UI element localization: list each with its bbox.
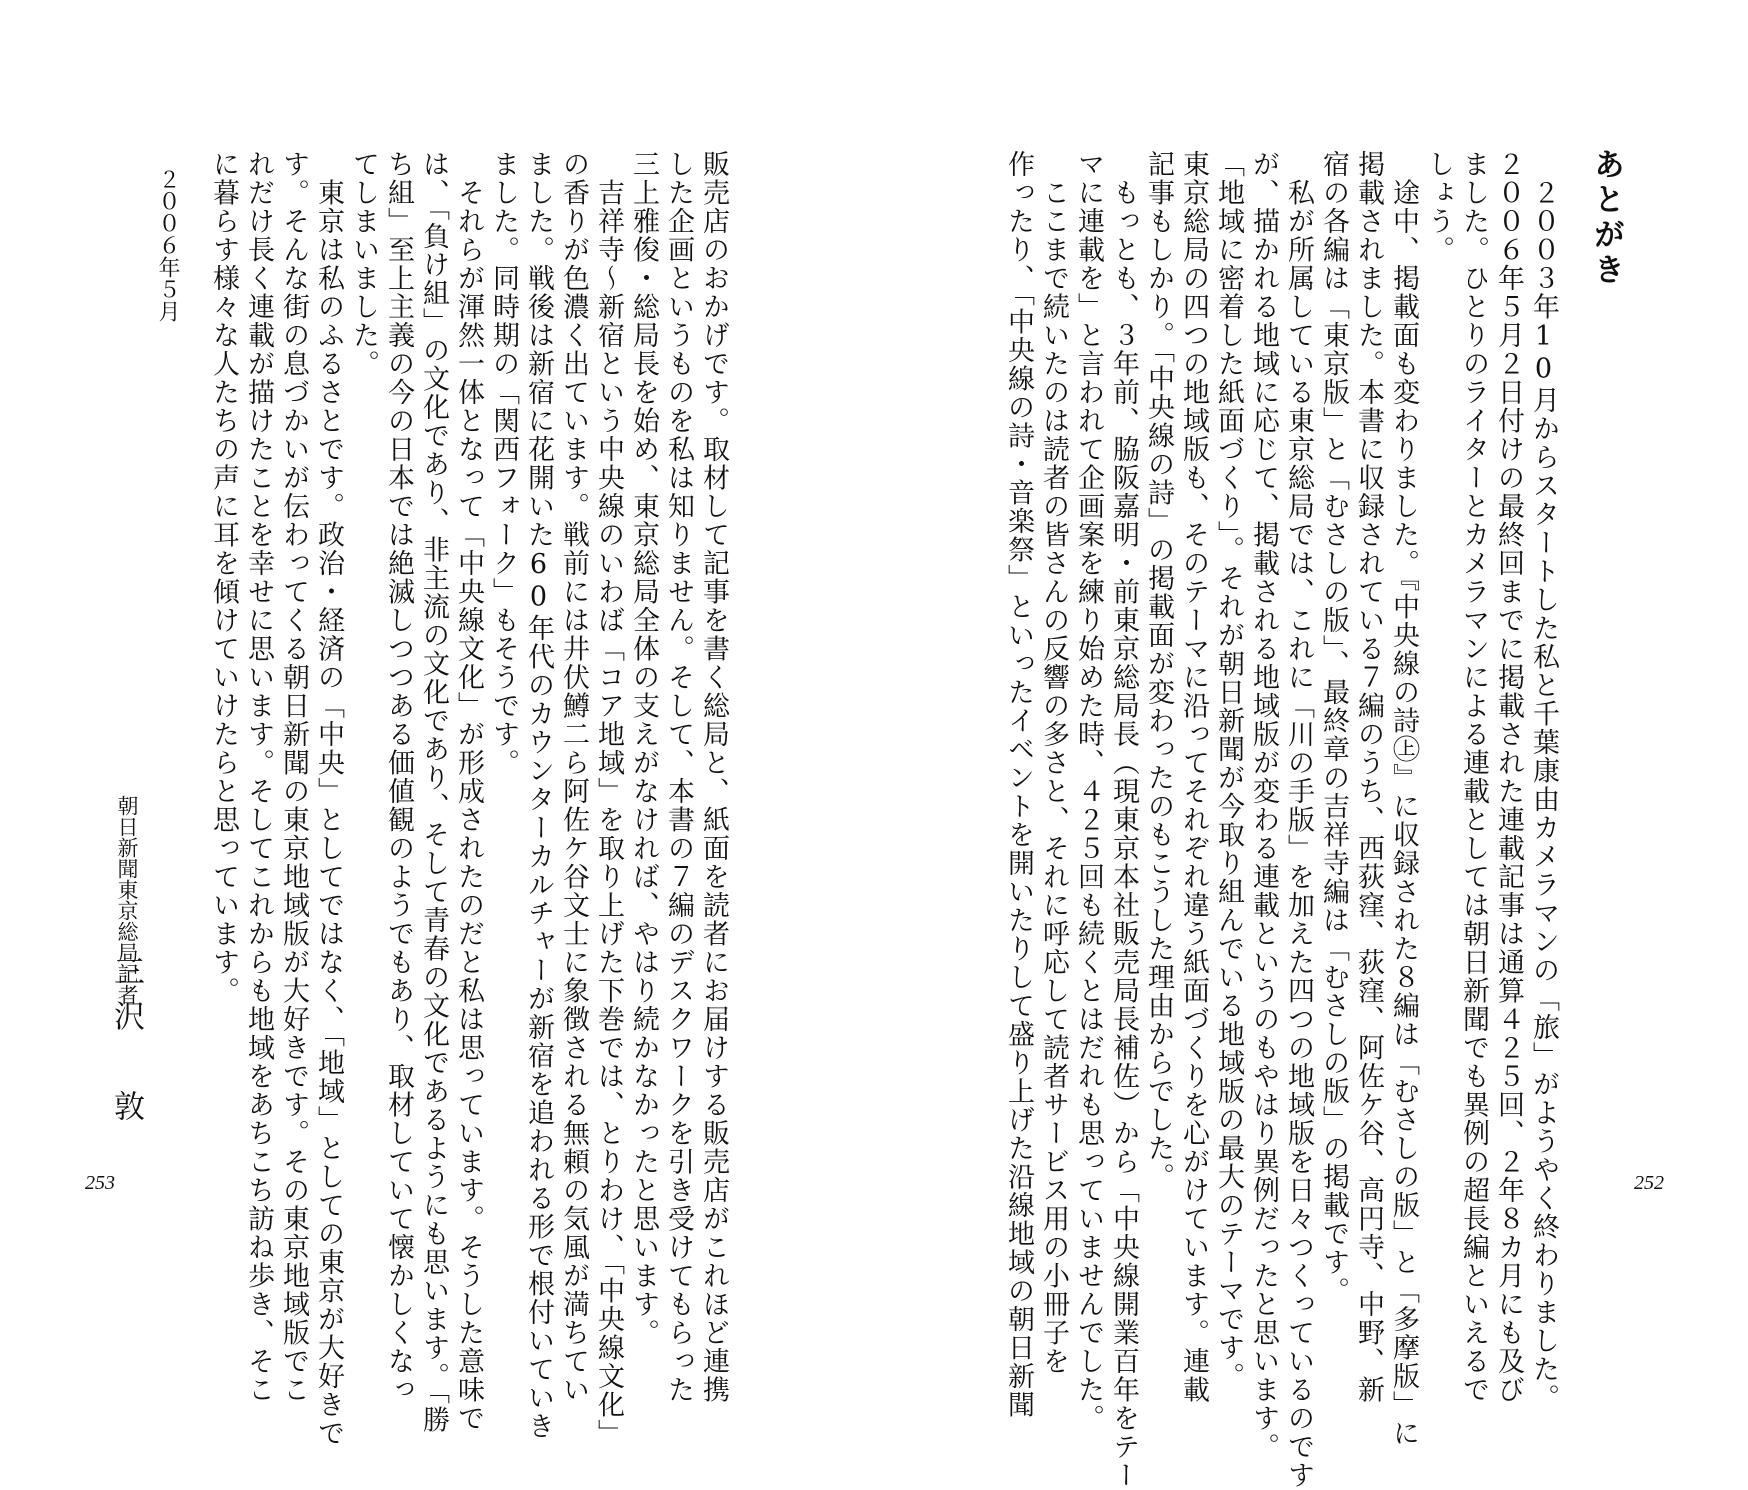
text-column: ました。同時期の「関西フォーク」もそうです。	[488, 150, 519, 777]
text-column: に暮らす様々な人たちの声に耳を傾けていけたらと思っています。	[208, 150, 239, 1005]
text-column: マに連載を」と言われて企画案を練り始めた時、４２５回も続くとはだれも思っていませんでした。	[1073, 150, 1104, 1433]
text-column: ２００６年５月２日付けの最終回までに掲載された連載記事は通算４２５回、２年８カ月にも及び	[1493, 150, 1524, 1404]
text-column: ２００３年10月からスタートした私と千葉康由カメラマンの「旅」がようやく終わりました。	[1528, 150, 1559, 1412]
text-column: それらが渾然一体となって「中央線文化」が形成されたのだと私は思っています。そうした意味で	[453, 150, 484, 1433]
page-253	[0, 0, 874, 1448]
page-number: 252	[1634, 1172, 1664, 1194]
text-column: ち組」至上主義の今の日本では絶滅しつつある価値観のようでもあり、取材していて懐かしくなっ	[383, 150, 414, 1404]
text-column: れだけ長く連載が描けたことを幸せに思います。そしてこれからも地域をあちこち訪ね歩き、そこ	[243, 150, 274, 1404]
text-column: ここまで続いたのは読者の皆さんの反響の多さと、それに呼応して読者サービス用の小冊子を	[1038, 150, 1069, 1376]
text-column: は、「負け組」の文化であり、非主流の文化であり、そして青春の文化であるようにも思います。「勝	[418, 150, 449, 1434]
text-column: した企画というものを私は知りません。そして、本書の７編のデスクワークを引き受けてもらった	[663, 150, 694, 1404]
text-column: の香りが色濃く出ています。戦前には井伏鱒二ら阿佐ケ谷文士に象徴される無頼の気風が満ちてい	[558, 150, 589, 1404]
text-column: てしまいました。	[348, 150, 379, 378]
signature-name: 三沢 敦	[108, 955, 144, 1135]
text-column: 私が所属している東京総局では、これに「川の手版」を加えた四つの地域版を日々つくっているのです	[1283, 150, 1314, 1490]
text-column: 宿の各編は「東京版」と「むさしの版」、最終章の吉祥寺編は「むさしの版」の掲載です。	[1318, 150, 1349, 1305]
text-column: が、描かれる地域に応じて、掲載される地域版が変わる連載というのもやはり異例だったと思います。	[1248, 150, 1279, 1461]
afterword-title: あとがき	[1588, 148, 1624, 288]
text-column: 吉祥寺～新宿という中央線のいわば「コア地域」を取り上げた下巻では、とりわけ、「中央線文化」	[593, 150, 624, 1448]
text-column: 東京は私のふるさとです。政治・経済の「中央」としてではなく、「地域」としての東京が大好きで	[313, 150, 344, 1448]
text-column: しょう。	[1423, 150, 1454, 264]
page-number: 253	[85, 1172, 115, 1194]
page-252	[874, 0, 1748, 1490]
text-column: ました。戦後は新宿に花開いた60年代のカウンターカルチャーが新宿を追われる形で根付いていき	[523, 150, 554, 1441]
text-column: 掲載されました。本書に収録されている７編のうち、西荻窪、荻窪、阿佐ケ谷、高円寺、中野、新	[1353, 150, 1384, 1404]
text-column: 作ったり、「中央線の詩・音楽祭」といったイベントを開いたりして盛り上げた沿線地域の朝日新聞	[1003, 150, 1034, 1419]
text-column: 記事もしかり。「中央線の詩」の掲載面が変わったのもこうした理由からでした。	[1143, 150, 1174, 1191]
signature-date: ２００６年５月	[155, 168, 180, 322]
text-column: ました。ひとりのライターとカメラマンによる連載としては朝日新聞でも異例の超長編といえるで	[1458, 150, 1489, 1404]
text-column: 「地域に密着した紙面づくり」。それが朝日新聞が今取り組んでいる地域版の最大のテーマです。	[1213, 150, 1244, 1391]
text-column: 途中、掲載面も変わりました。『中央線の詩㊤』に収録された８編は「むさしの版」と「多摩版」に	[1388, 150, 1419, 1448]
text-column: もっとも、３年前、脇阪嘉明・前東京総局長（現東京本社販売局長補佐）から「中央線開業百年をテー	[1108, 150, 1139, 1490]
text-column: 三上雅俊・総局長を始め、東京総局全体の支えがなければ、やはり続かなかったと思います。	[628, 150, 659, 1347]
text-column: 販売店のおかげです。取材して記事を書く総局と、紙面を読者にお届けする販売店がこれほど連携	[698, 150, 729, 1404]
text-column: 東京総局の四つの地域版も、そのテーマに沿ってそれぞれ違う紙面づくりを心がけています。連載	[1178, 150, 1209, 1404]
text-column: す。そんな街の息づかいが伝わってくる朝日新聞の東京地域版が大好きです。その東京地域版でこ	[278, 150, 309, 1404]
signature-affiliation: 朝日新聞東京総局記者	[115, 795, 139, 1005]
